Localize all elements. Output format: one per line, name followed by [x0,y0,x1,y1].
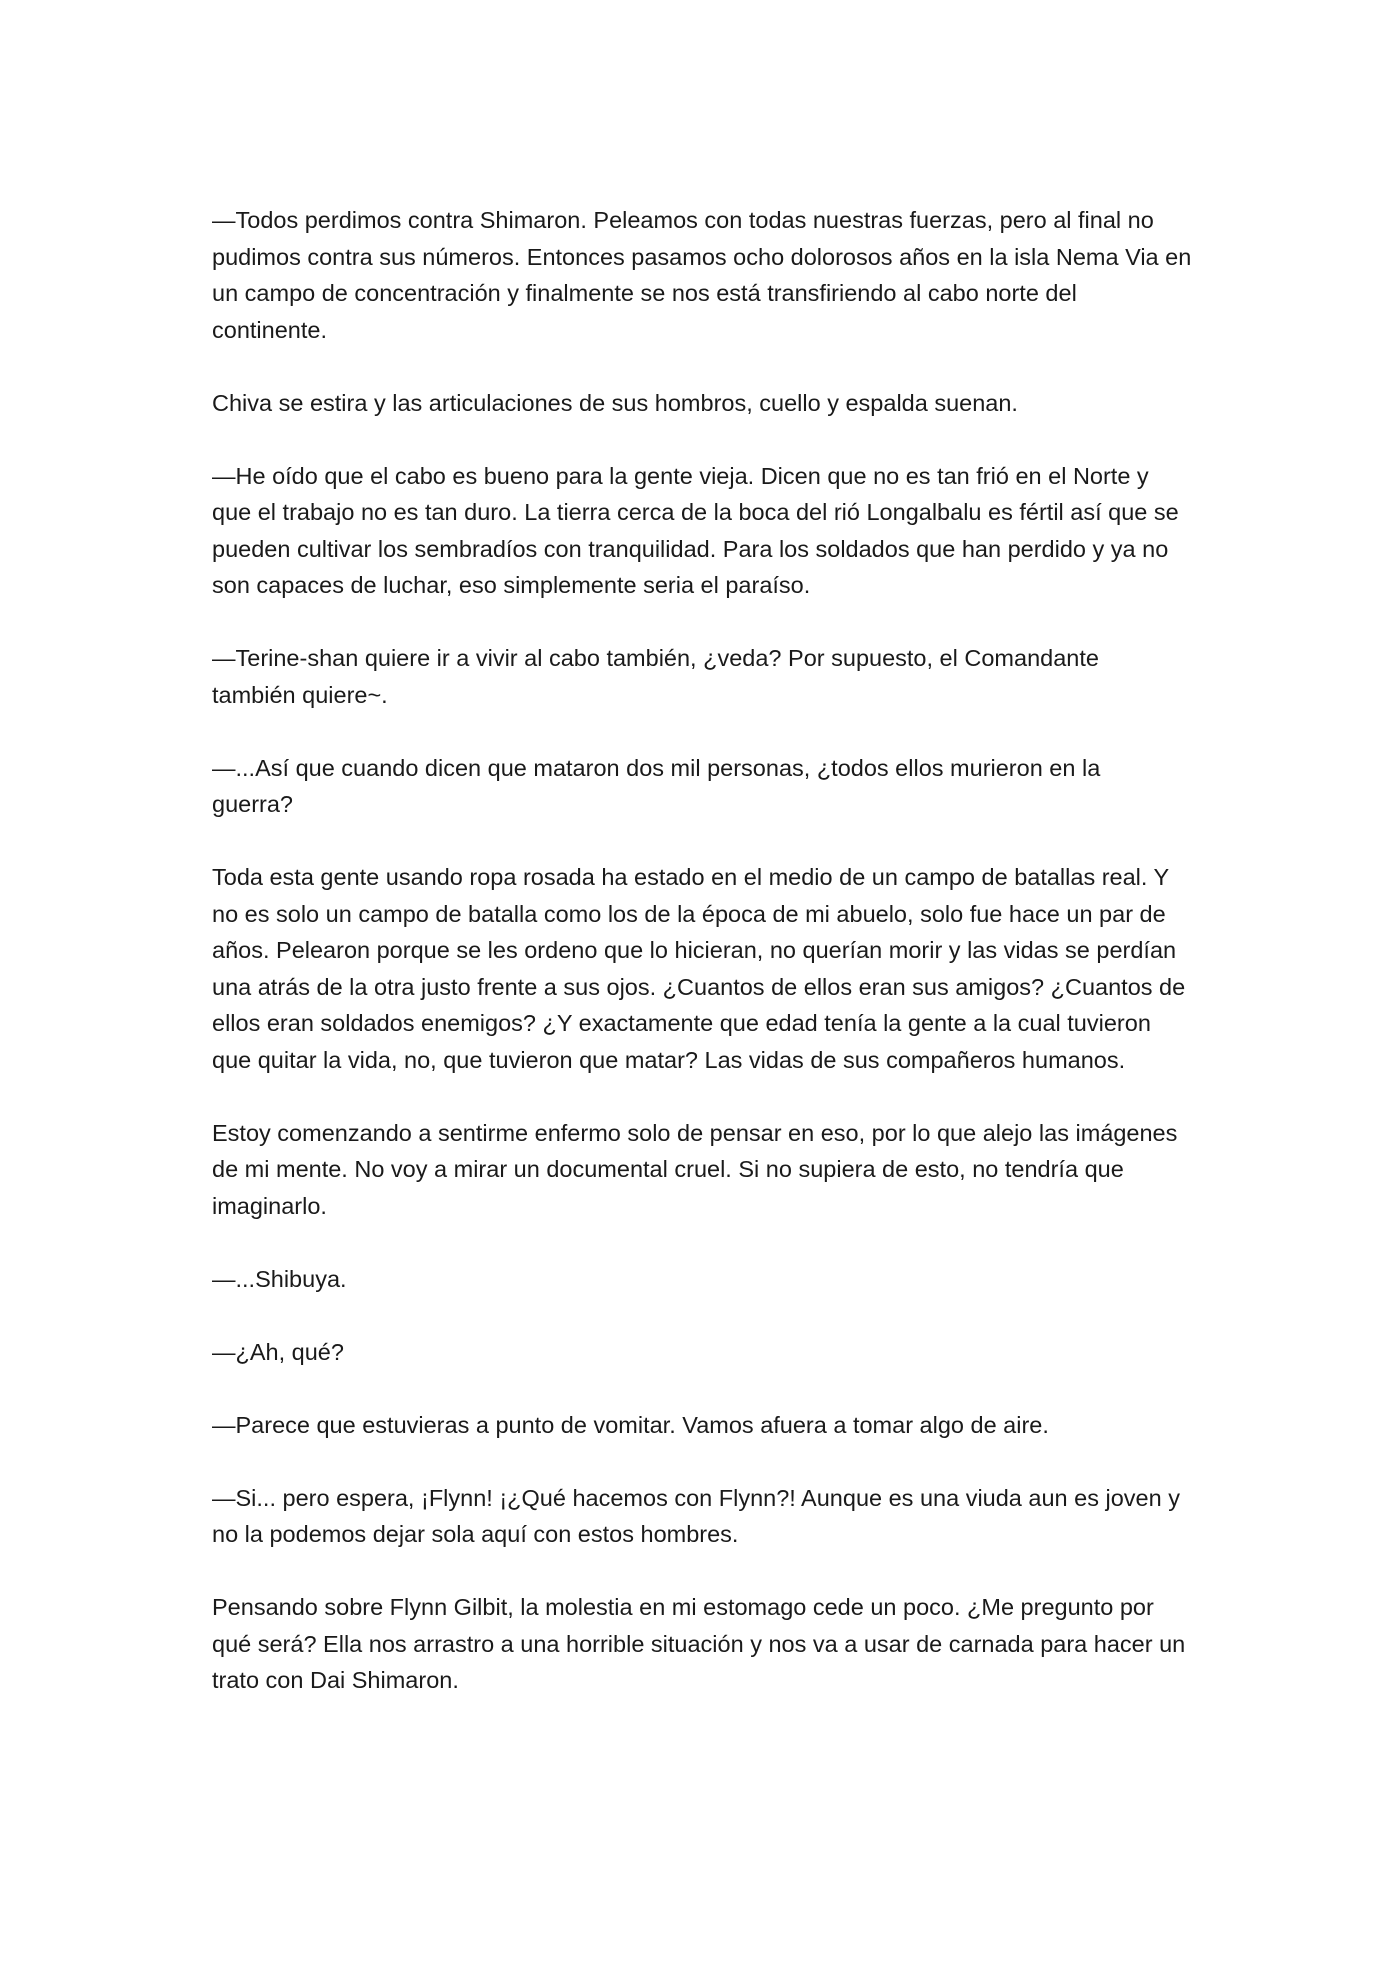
paragraph-3: —He oído que el cabo es bueno para la gente vieja. Dicen que no es tan frió en el Norte y que el trabajo no es tan duro. La tierra cerca de la boca del rió Longalbalu es fértil así que se pueden cultivar los sembradíos con tranquilidad. Para los soldados que han perdido y ya no son capaces de luchar, eso simplemente seria el paraíso. [212,462,1179,598]
paragraph-2: Chiva se estira y las articulaciones de sus hombros, cuello y espalda suenan. [212,389,1018,416]
paragraph-7: Estoy comenzando a sentirme enfermo solo de pensar en eso, por lo que alejo las imágenes de mi mente. No voy a mirar un documental cruel. Si no supiera de esto, no tendría que imaginarlo. [212,1119,1178,1219]
paragraph-6: Toda esta gente usando ropa rosada ha estado en el medio de un campo de batallas real. Y no es solo un campo de batalla como los de la época de mi abuelo, solo fue hace un par de años. Pelearon porque se les ordeno que lo hicieran, no querían morir y las vidas se perdían una atrás de la otra justo frente a sus ojos. ¿Cuantos de ellos eran sus amigos? ¿Cuantos de ellos eran soldados enemigos? ¿Y exactamente que edad tenía la gente a la cual tuvieron que quitar la vida, no, que tuvieron que matar? Las vidas de sus compañeros humanos. [212,864,1186,1073]
paragraph-1: —Todos perdimos contra Shimaron. Peleamos con todas nuestras fuerzas, pero al final no pudimos contra sus números. Entonces pasamos ocho dolorosos años en la isla Nema Via en un campo de concentración y finalmente se nos está transfiriendo al cabo norte del continente. [212,207,1192,343]
paragraph-11: —Si... pero espera, ¡Flynn! ¡¿Qué hacemos con Flynn?! Aunque es una viuda aun es joven y no la podemos dejar sola aquí con estos hombres. [212,1484,1180,1547]
paragraph-5: —...Así que cuando dicen que mataron dos mil personas, ¿todos ellos murieron en la guerra? [212,754,1101,817]
paragraph-9: —¿Ah, qué? [212,1338,344,1365]
paragraph-8: —...Shibuya. [212,1265,347,1292]
paragraph-4: —Terine-shan quiere ir a vivir al cabo también, ¿veda? Por supuesto, el Comandante también quiere~. [212,645,1099,708]
document-body [212,202,1192,1735]
paragraph-12: Pensando sobre Flynn Gilbit, la molestia en mi estomago cede un poco. ¿Me pregunto por qué será? Ella nos arrastro a una horrible situación y nos va a usar de carnada para hacer un trato con Dai Shimaron. [212,1594,1186,1693]
paragraph-10: —Parece que estuvieras a punto de vomitar. Vamos afuera a tomar algo de aire. [212,1411,1049,1438]
